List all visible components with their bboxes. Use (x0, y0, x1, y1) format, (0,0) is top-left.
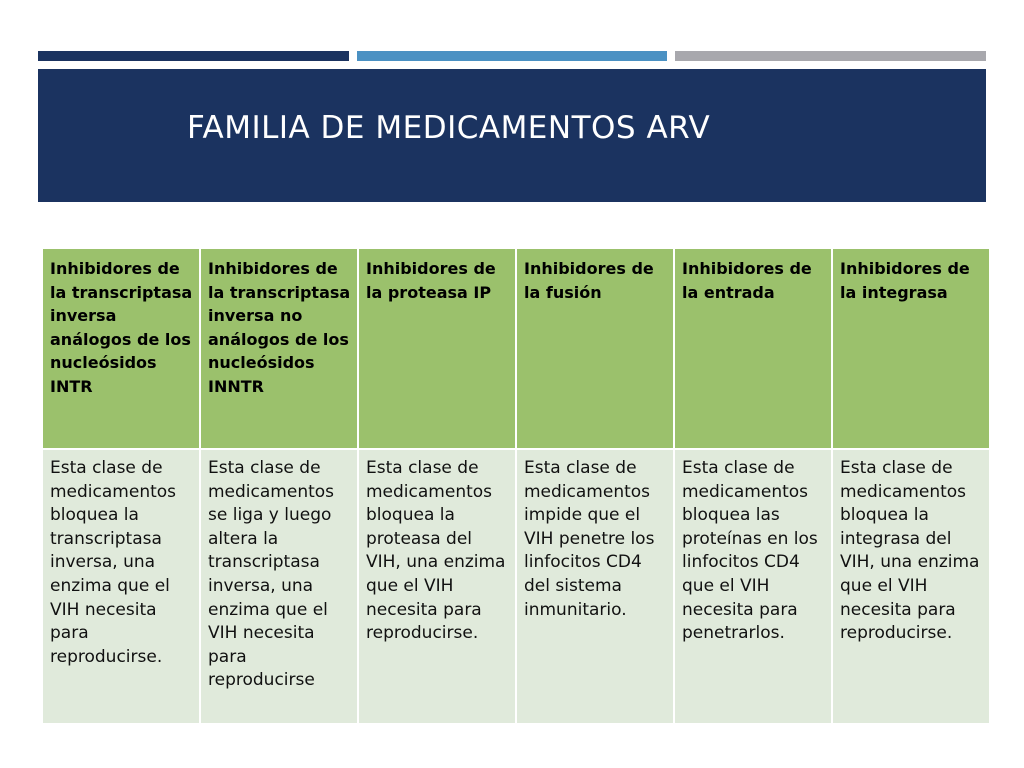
header-cell-integrase (833, 249, 989, 448)
slide-title: FAMILIA DE MEDICAMENTOS ARV (187, 110, 711, 146)
arv-families-table (41, 247, 991, 725)
header-cell-entry (675, 249, 831, 448)
description-text: Esta clase de medicamentos bloquea las proteínas en los linfocitos CD4 que el VIH necesita para penetrarlos. (682, 458, 818, 644)
description-text: Esta clase de medicamentos impide que el VIH penetre los linfocitos CD4 del sistema inmunitario. (524, 458, 655, 620)
header-text: Inhibidores de la fusión (524, 259, 654, 302)
table-row (43, 450, 989, 723)
header-cell-inntr (201, 249, 357, 448)
title-banner (38, 69, 986, 202)
header-text: Inhibidores de la transcriptasa inversa no análogos de los nucleósidos INNTR (208, 259, 351, 396)
description-cell-fusion (517, 450, 673, 723)
header-text: Inhibidores de la integrasa (840, 259, 970, 302)
description-text: Esta clase de medicamentos bloquea la proteasa del VIH, una enzima que el VIH necesita para reproducirse. (366, 458, 506, 644)
header-text: Inhibidores de la entrada (682, 259, 812, 302)
header-cell-fusion (517, 249, 673, 448)
header-cell-ip (359, 249, 515, 448)
description-text: Esta clase de medicamentos bloquea la integrasa del VIH, una enzima que el VIH necesita para reproducirse. (840, 458, 980, 644)
description-cell-inntr (201, 450, 357, 723)
table-header-row (43, 249, 989, 448)
header-text: Inhibidores de la transcriptasa inversa análogos de los nucleósidos INTR (50, 259, 193, 396)
description-cell-ip (359, 450, 515, 723)
description-text: Esta clase de medicamentos bloquea la transcriptasa inversa, una enzima que el VIH necesita para reproducirse. (50, 458, 177, 667)
description-cell-integrase (833, 450, 989, 723)
description-cell-intr (43, 450, 199, 723)
header-cell-intr (43, 249, 199, 448)
description-text: Esta clase de medicamentos se liga y luego altera la transcriptasa inversa, una enzima que el VIH necesita para reproducirse (208, 458, 335, 691)
accent-bar-light-blue (357, 51, 667, 61)
description-cell-entry (675, 450, 831, 723)
accent-bar-dark-blue (38, 51, 349, 61)
header-text: Inhibidores de la proteasa IP (366, 259, 496, 302)
accent-bar-gray (675, 51, 986, 61)
